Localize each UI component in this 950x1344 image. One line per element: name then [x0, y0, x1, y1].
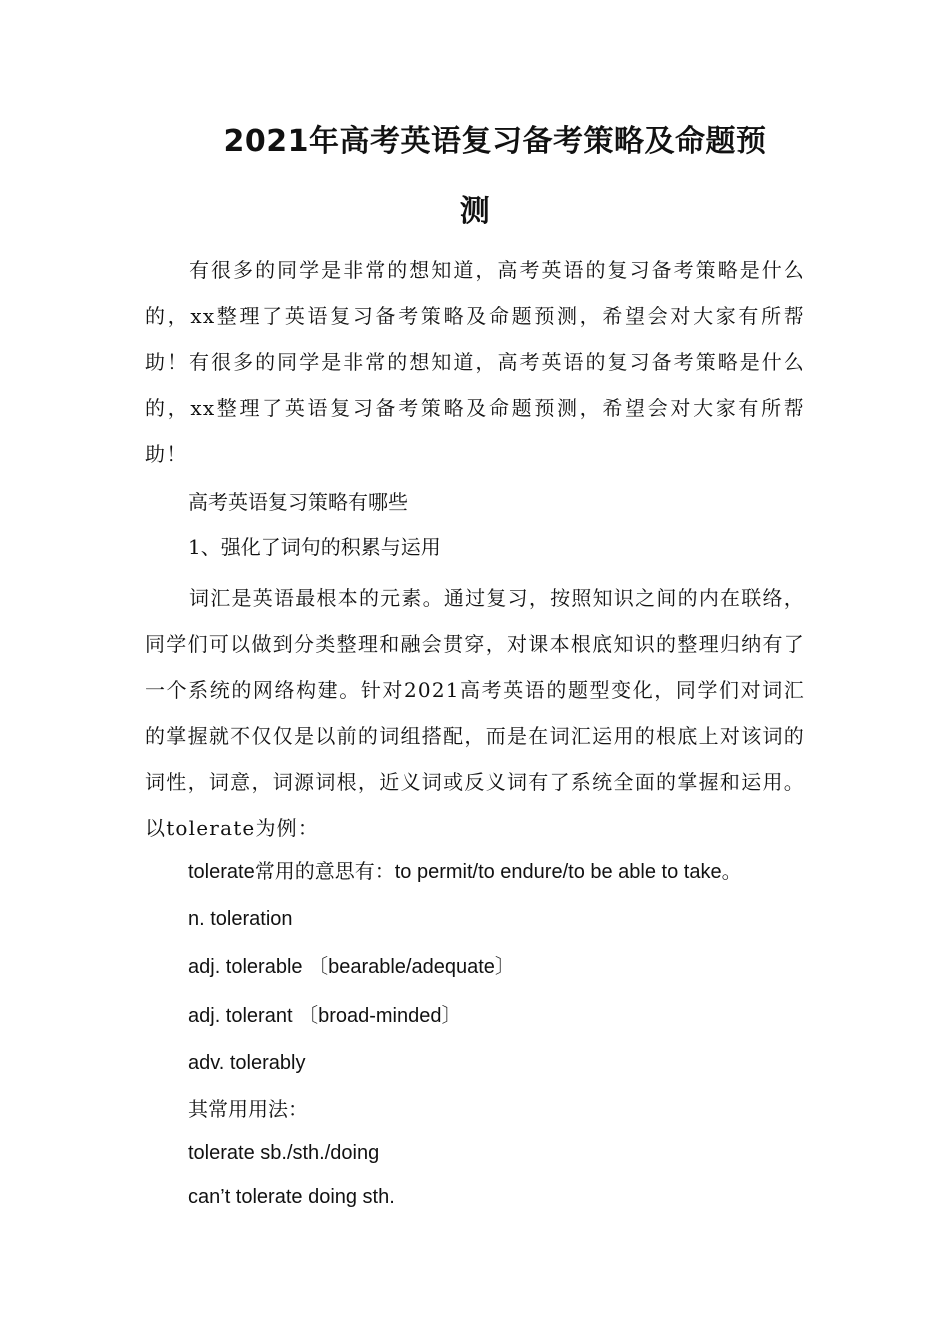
- document-title-line-1: 2021年高考英语复习备考策略及命题预: [223, 124, 767, 159]
- body-paragraph: 词汇是英语最根本的元素。通过复习，按照知识之间的内在联络，同学们可以做到分类整理和融会贯穿，对课本根底知识的整理归纳有了一个系统的网络构建。针对2021高考英语的题型变化，同学们对词汇的掌握就不仅仅是以前的词组搭配，而是在词汇运用的根底上对该词的词性，词意，词源词根，近义词或反义词有了系统全面的掌握和运用。以tolerate为例：: [145, 586, 805, 840]
- example-line: adv. tolerably: [188, 1052, 306, 1074]
- intro-paragraph: 有很多的同学是非常的想知道，高考英语的复习备考策略是什么的，xx整理了英语复习备考策略及命题预测，希望会对大家有所帮助！有很多的同学是非常的想知道，高考英语的复习备考策略是什么的，xx整理了英语复习备考策略及命题预测，希望会对大家有所帮助！: [145, 258, 805, 466]
- example-line: can’t tolerate doing sth.: [188, 1186, 395, 1208]
- example-line: n. toleration: [188, 908, 293, 930]
- point-heading-1: 1、强化了词句的积累与运用: [188, 535, 441, 559]
- example-line: tolerate sb./sth./doing: [188, 1142, 380, 1164]
- example-line: adj. tolerant 〔broad-minded〕: [188, 1005, 462, 1027]
- example-line: adj. tolerable 〔bearable/adequate〕: [188, 956, 515, 978]
- document-title-line-2: 测: [459, 194, 491, 229]
- example-line: tolerate常用的意思有：to permit/to endure/to be able to take。: [188, 861, 742, 883]
- usage-heading: 其常用用法：: [188, 1097, 308, 1121]
- section-heading: 高考英语复习策略有哪些: [188, 490, 408, 514]
